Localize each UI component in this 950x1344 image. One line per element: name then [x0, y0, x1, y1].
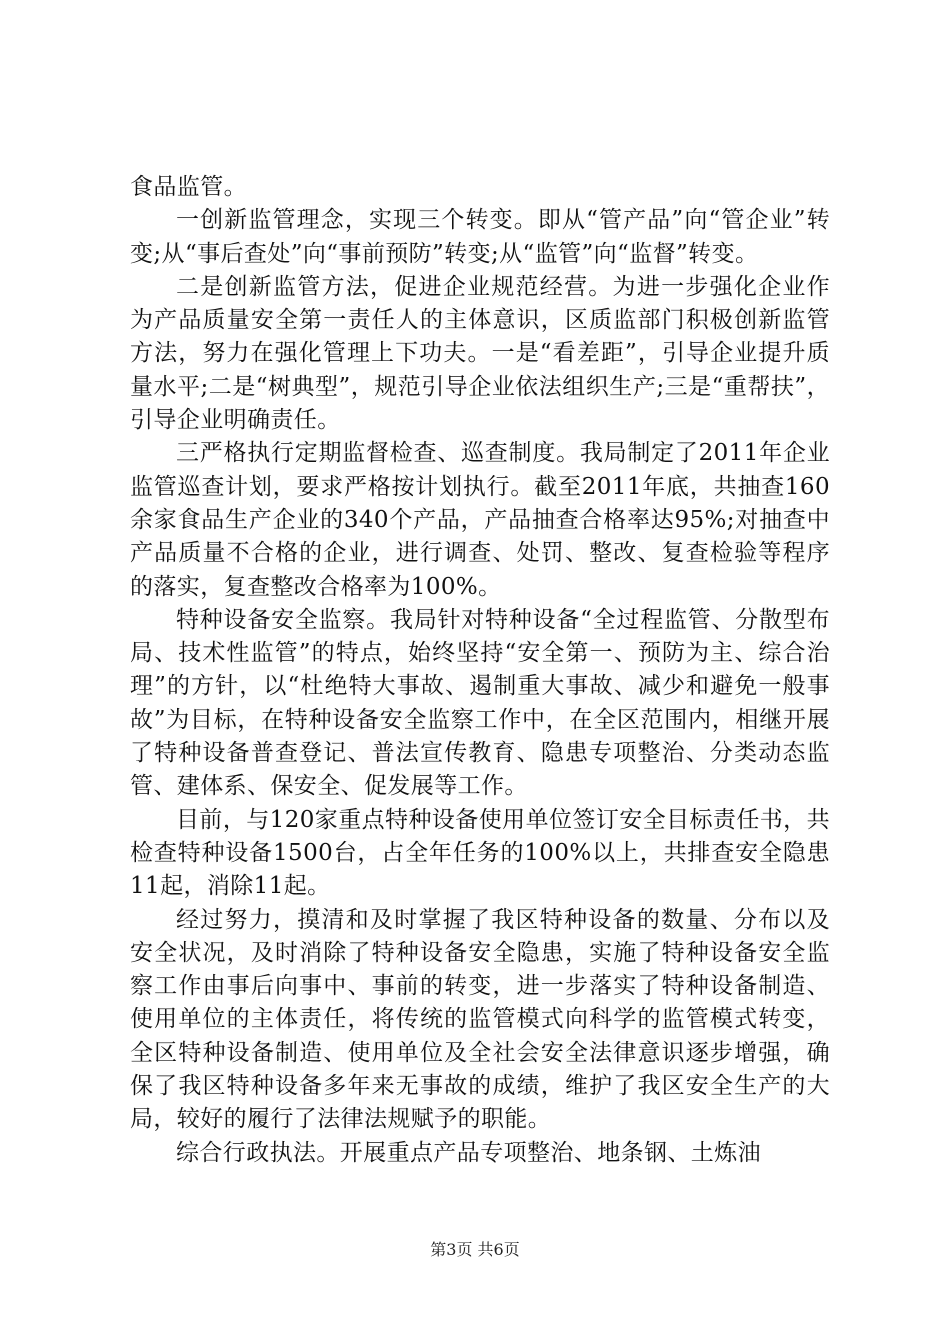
- paragraph-current-status: 目前，与120家重点特种设备使用单位签订安全目标责任书，共检查特种设备1500台，占全年任务的100%以上，共排查安全隐患11起，消除11起。: [130, 806, 830, 900]
- page-number-footer: 第3页 共6页: [430, 1240, 520, 1259]
- paragraph-special-equipment: 特种设备安全监察。我局针对特种设备“全过程监管、分散型布局、技术性监管”的特点，始终坚持“安全第一、预防为主、综合治理”的方针，以“杜绝特大事故、遏制重大事故、减少和避免一般事故”为目标，在特种设备安全监察工作中，在全区范围内，相继开展了特种设备普查登记、普法宣传教育、隐患专项整治、分类动态监管、建体系、保安全、促发展等工作。: [130, 606, 830, 800]
- paragraph-regulation-method: 二是创新监管方法，促进企业规范经营。为进一步强化企业作为产品质量安全第一责任人的主体意识，区质监部门积极创新监管方法，努力在强化管理上下功夫。一是“看差距”，引导企业提升质量水平;二是“树典型”，规范引导企业依法组织生产;三是“重帮扶”，引导企业明确责任。: [130, 273, 830, 434]
- paragraph-continuation: 食品监管。: [130, 174, 247, 200]
- paragraph-regulation-concept: 一创新监管理念，实现三个转变。即从“管产品”向“管企业”转变;从“事后查处”向“事前预防”转变;从“监管”向“监督”转变。: [130, 207, 830, 267]
- paragraph-achievements: 经过努力，摸清和及时掌握了我区特种设备的数量、分布以及安全状况，及时消除了特种设备安全隐患，实施了特种设备安全监察工作由事后向事中、事前的转变，进一步落实了特种设备制造、使用单位的主体责任，将传统的监管模式向科学的监管模式转变，全区特种设备制造、使用单位及全社会安全法律意识逐步增强，确保了我区特种设备多年来无事故的成绩，维护了我区安全生产的大局，较好的履行了法律法规赋予的职能。: [130, 906, 830, 1133]
- document-body: [130, 171, 830, 1170]
- paragraph-law-enforcement: 综合行政执法。开展重点产品专项整治、地条钢、土炼油: [176, 1139, 761, 1166]
- paragraph-inspection-system: 三严格执行定期监督检查、巡查制度。我局制定了2011年企业监管巡查计划，要求严格按计划执行。截至2011年底，共抽查160余家食品生产企业的340个产品，产品抽查合格率达95%;对抽查中产品质量不合格的企业，进行调查、处罚、整改、复查检验等程序的落实，复查整改合格率为100%。: [130, 440, 830, 600]
